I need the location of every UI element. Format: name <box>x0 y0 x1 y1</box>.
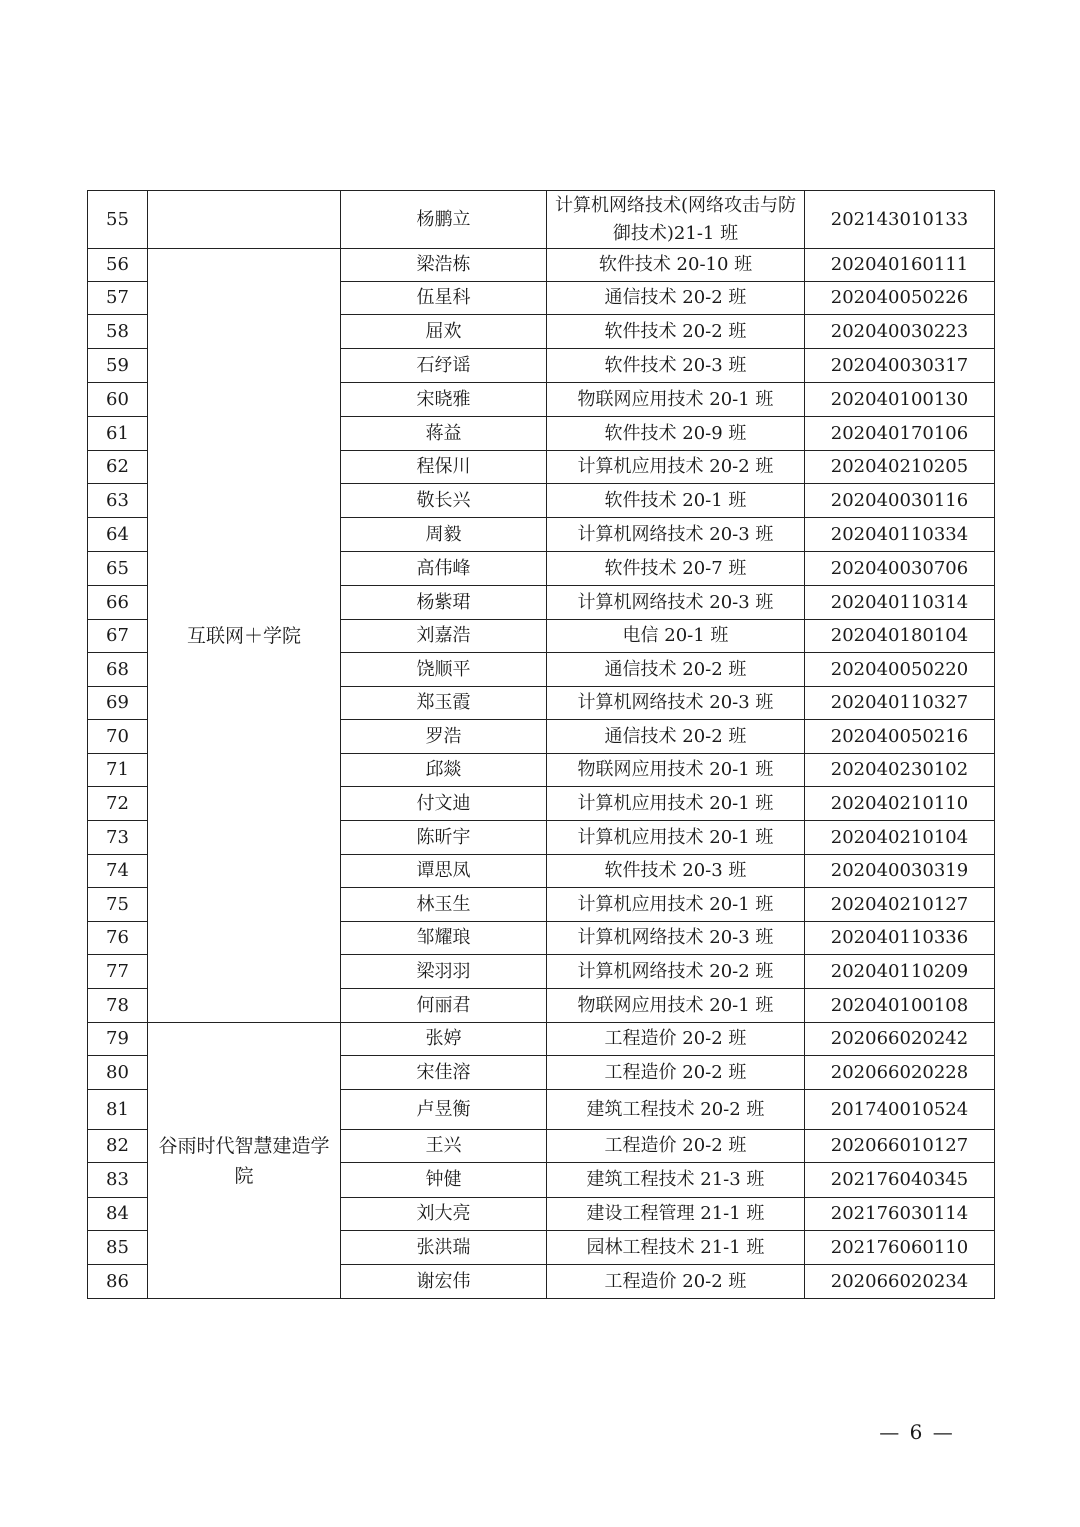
row-number-cell: 56 <box>88 249 148 282</box>
student-id-cell: 202040030319 <box>805 855 995 888</box>
class-cell: 软件技术 20-1 班 <box>547 484 805 518</box>
row-number-cell: 85 <box>88 1231 148 1265</box>
class-cell: 通信技术 20-2 班 <box>547 653 805 687</box>
student-name-cell: 伍星科 <box>341 282 547 315</box>
student-name-cell: 邹耀琅 <box>341 922 547 955</box>
student-id-cell: 202040210205 <box>805 451 995 484</box>
class-cell: 通信技术 20-2 班 <box>547 282 805 315</box>
student-id-cell: 202040050216 <box>805 720 995 754</box>
student-name-cell: 梁羽羽 <box>341 955 547 989</box>
student-name-cell: 饶顺平 <box>341 653 547 687</box>
student-id-cell: 202176060110 <box>805 1231 995 1265</box>
class-cell: 工程造价 20-2 班 <box>547 1130 805 1163</box>
row-number-cell: 62 <box>88 451 148 484</box>
class-cell: 计算机应用技术 20-2 班 <box>547 451 805 484</box>
student-name-cell: 郑玉霞 <box>341 687 547 720</box>
student-name-cell: 张婷 <box>341 1023 547 1056</box>
student-id-cell: 202040180104 <box>805 620 995 653</box>
student-id-cell: 202040110334 <box>805 518 995 552</box>
student-id-cell: 202040030706 <box>805 552 995 586</box>
row-number-cell: 82 <box>88 1130 148 1163</box>
student-id-cell: 202040030317 <box>805 349 995 383</box>
student-name-cell: 卢昱衡 <box>341 1090 547 1130</box>
college-cell: 互联网＋学院 <box>148 249 341 1023</box>
row-number-cell: 65 <box>88 552 148 586</box>
student-name-cell: 蒋益 <box>341 417 547 451</box>
row-number-cell: 72 <box>88 787 148 821</box>
row-number-cell: 61 <box>88 417 148 451</box>
student-name-cell: 付文迪 <box>341 787 547 821</box>
student-id-cell: 202040100130 <box>805 383 995 417</box>
row-number-cell: 63 <box>88 484 148 518</box>
student-name-cell: 林玉生 <box>341 888 547 922</box>
row-number-cell: 66 <box>88 586 148 620</box>
student-name-cell: 梁浩栋 <box>341 249 547 282</box>
student-name-cell: 刘嘉浩 <box>341 620 547 653</box>
college-cell: 谷雨时代智慧建造学院 <box>148 1023 341 1299</box>
table-row <box>88 1023 995 1056</box>
class-cell: 计算机网络技术(网络攻击与防御技术)21-1 班 <box>547 191 805 249</box>
student-id-cell: 202040210104 <box>805 821 995 855</box>
row-number-cell: 78 <box>88 989 148 1023</box>
class-cell: 计算机网络技术 20-2 班 <box>547 955 805 989</box>
student-name-cell: 刘大亮 <box>341 1198 547 1231</box>
student-id-cell: 202066020242 <box>805 1023 995 1056</box>
student-id-cell: 202040050220 <box>805 653 995 687</box>
student-name-cell: 谢宏伟 <box>341 1265 547 1299</box>
student-name-cell: 石纾谣 <box>341 349 547 383</box>
student-id-cell: 202066020228 <box>805 1056 995 1090</box>
row-number-cell: 81 <box>88 1090 148 1130</box>
student-name-cell: 张洪瑞 <box>341 1231 547 1265</box>
student-id-cell: 202040030223 <box>805 315 995 349</box>
page-number: — 6 — <box>879 1420 955 1444</box>
class-cell: 建设工程管理 21-1 班 <box>547 1198 805 1231</box>
student-name-cell: 屈欢 <box>341 315 547 349</box>
student-id-cell: 202040110209 <box>805 955 995 989</box>
class-cell: 软件技术 20-7 班 <box>547 552 805 586</box>
table-body <box>88 191 995 1299</box>
row-number-cell: 68 <box>88 653 148 687</box>
class-cell: 计算机应用技术 20-1 班 <box>547 821 805 855</box>
row-number-cell: 55 <box>88 191 148 249</box>
class-cell: 计算机网络技术 20-3 班 <box>547 586 805 620</box>
class-cell: 软件技术 20-3 班 <box>547 349 805 383</box>
student-id-cell: 202040050226 <box>805 282 995 315</box>
class-cell: 工程造价 20-2 班 <box>547 1023 805 1056</box>
class-cell: 园林工程技术 21-1 班 <box>547 1231 805 1265</box>
student-id-cell: 202176040345 <box>805 1163 995 1198</box>
table-row <box>88 249 995 282</box>
class-cell: 建筑工程技术 21-3 班 <box>547 1163 805 1198</box>
student-name-cell: 何丽君 <box>341 989 547 1023</box>
row-number-cell: 73 <box>88 821 148 855</box>
student-name-cell: 高伟峰 <box>341 552 547 586</box>
row-number-cell: 60 <box>88 383 148 417</box>
student-id-cell: 202066010127 <box>805 1130 995 1163</box>
class-cell: 软件技术 20-10 班 <box>547 249 805 282</box>
student-id-cell: 202040110327 <box>805 687 995 720</box>
student-name-cell: 罗浩 <box>341 720 547 754</box>
student-name-cell: 敬长兴 <box>341 484 547 518</box>
row-number-cell: 69 <box>88 687 148 720</box>
row-number-cell: 84 <box>88 1198 148 1231</box>
student-name-cell: 周毅 <box>341 518 547 552</box>
student-name-cell: 钟健 <box>341 1163 547 1198</box>
student-id-cell: 202040230102 <box>805 754 995 787</box>
student-name-cell: 程保川 <box>341 451 547 484</box>
row-number-cell: 83 <box>88 1163 148 1198</box>
class-cell: 软件技术 20-2 班 <box>547 315 805 349</box>
class-cell: 计算机应用技术 20-1 班 <box>547 787 805 821</box>
student-name-cell: 杨紫珺 <box>341 586 547 620</box>
row-number-cell: 58 <box>88 315 148 349</box>
class-cell: 工程造价 20-2 班 <box>547 1056 805 1090</box>
row-number-cell: 74 <box>88 855 148 888</box>
row-number-cell: 71 <box>88 754 148 787</box>
student-name-cell: 宋佳溶 <box>341 1056 547 1090</box>
student-id-cell: 202040210110 <box>805 787 995 821</box>
student-id-cell: 202040160111 <box>805 249 995 282</box>
student-id-cell: 202040110336 <box>805 922 995 955</box>
table-row <box>88 191 995 249</box>
row-number-cell: 76 <box>88 922 148 955</box>
student-list-table <box>87 190 995 1299</box>
class-cell: 电信 20-1 班 <box>547 620 805 653</box>
class-cell: 计算机网络技术 20-3 班 <box>547 687 805 720</box>
class-cell: 计算机网络技术 20-3 班 <box>547 922 805 955</box>
class-cell: 建筑工程技术 20-2 班 <box>547 1090 805 1130</box>
class-cell: 通信技术 20-2 班 <box>547 720 805 754</box>
student-name-cell: 邱燚 <box>341 754 547 787</box>
student-name-cell: 王兴 <box>341 1130 547 1163</box>
student-id-cell: 202040100108 <box>805 989 995 1023</box>
row-number-cell: 86 <box>88 1265 148 1299</box>
row-number-cell: 67 <box>88 620 148 653</box>
class-cell: 物联网应用技术 20-1 班 <box>547 754 805 787</box>
row-number-cell: 75 <box>88 888 148 922</box>
student-id-cell: 202066020234 <box>805 1265 995 1299</box>
class-cell: 物联网应用技术 20-1 班 <box>547 383 805 417</box>
student-name-cell: 陈昕宇 <box>341 821 547 855</box>
row-number-cell: 57 <box>88 282 148 315</box>
student-id-cell: 202040030116 <box>805 484 995 518</box>
class-cell: 计算机应用技术 20-1 班 <box>547 888 805 922</box>
student-name-cell: 杨鹏立 <box>341 191 547 249</box>
student-id-cell: 202143010133 <box>805 191 995 249</box>
row-number-cell: 79 <box>88 1023 148 1056</box>
row-number-cell: 59 <box>88 349 148 383</box>
student-id-cell: 201740010524 <box>805 1090 995 1130</box>
student-name-cell: 谭思凤 <box>341 855 547 888</box>
row-number-cell: 64 <box>88 518 148 552</box>
row-number-cell: 77 <box>88 955 148 989</box>
student-id-cell: 202040210127 <box>805 888 995 922</box>
row-number-cell: 70 <box>88 720 148 754</box>
student-name-cell: 宋晓雅 <box>341 383 547 417</box>
class-cell: 工程造价 20-2 班 <box>547 1265 805 1299</box>
student-id-cell: 202176030114 <box>805 1198 995 1231</box>
student-id-cell: 202040170106 <box>805 417 995 451</box>
college-cell <box>148 191 341 249</box>
class-cell: 软件技术 20-3 班 <box>547 855 805 888</box>
class-cell: 软件技术 20-9 班 <box>547 417 805 451</box>
row-number-cell: 80 <box>88 1056 148 1090</box>
class-cell: 计算机网络技术 20-3 班 <box>547 518 805 552</box>
student-id-cell: 202040110314 <box>805 586 995 620</box>
class-cell: 物联网应用技术 20-1 班 <box>547 989 805 1023</box>
